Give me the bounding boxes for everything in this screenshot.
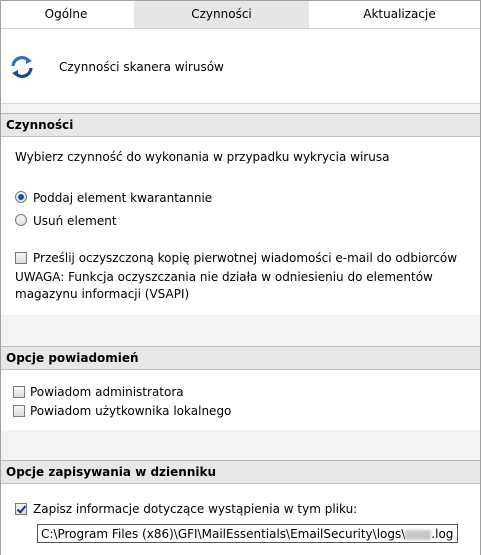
delete-radio[interactable]	[15, 214, 27, 226]
quarantine-label[interactable]: Poddaj element kwarantannie	[33, 191, 213, 205]
tab-updates[interactable]: Aktualizacje	[363, 7, 436, 21]
notify-local-user-label[interactable]: Powiadom użytkownika lokalnego	[30, 404, 232, 418]
page-title: Czynności skanera wirusów	[59, 60, 224, 74]
tab-bar	[1, 1, 480, 29]
logging-heading: Opcje zapisywania w dzienniku	[1, 461, 480, 484]
clean-warning-note: UWAGA: Funkcja oczyszczania nie działa w odniesieniu do elementów magazynu informacji (VSAPI)	[15, 270, 433, 301]
log-path-input[interactable]	[37, 524, 458, 543]
log-to-file-checkbox[interactable]	[15, 503, 27, 515]
forward-clean-checkbox[interactable]	[15, 252, 27, 264]
quarantine-radio[interactable]	[15, 191, 27, 203]
tab-actions[interactable]: Czynności	[134, 1, 309, 28]
tab-general[interactable]: Ogólne	[44, 7, 88, 21]
notify-local-user-checkbox[interactable]	[13, 405, 25, 417]
spacer	[1, 430, 480, 460]
notify-admin-checkbox[interactable]	[13, 386, 25, 398]
spacer	[1, 315, 480, 346]
notifications-heading: Opcje powiadomień	[1, 347, 480, 370]
log-to-file-label[interactable]: Zapisz informacje dotyczące wystąpienia w tym pliku:	[33, 502, 358, 516]
forward-clean-label[interactable]: Prześlij oczyszczoną kopię pierwotnej wiadomości e-mail do odbiorców	[33, 251, 458, 265]
log-path-suffix: .log	[431, 527, 454, 541]
log-path-prefix: C:\Program Files (x86)\GFI\MailEssentials\EmailSecurity\logs\	[41, 527, 406, 541]
page-header	[1, 29, 480, 104]
refresh-arrows-icon	[8, 53, 36, 81]
actions-heading: Czynności	[1, 114, 480, 137]
actions-prompt: Wybierz czynność do wykonania w przypadku wykrycia wirusa	[15, 150, 390, 164]
redacted-filename	[405, 530, 431, 540]
delete-label[interactable]: Usuń element	[33, 214, 117, 228]
notify-admin-label[interactable]: Powiadom administratora	[30, 385, 184, 399]
